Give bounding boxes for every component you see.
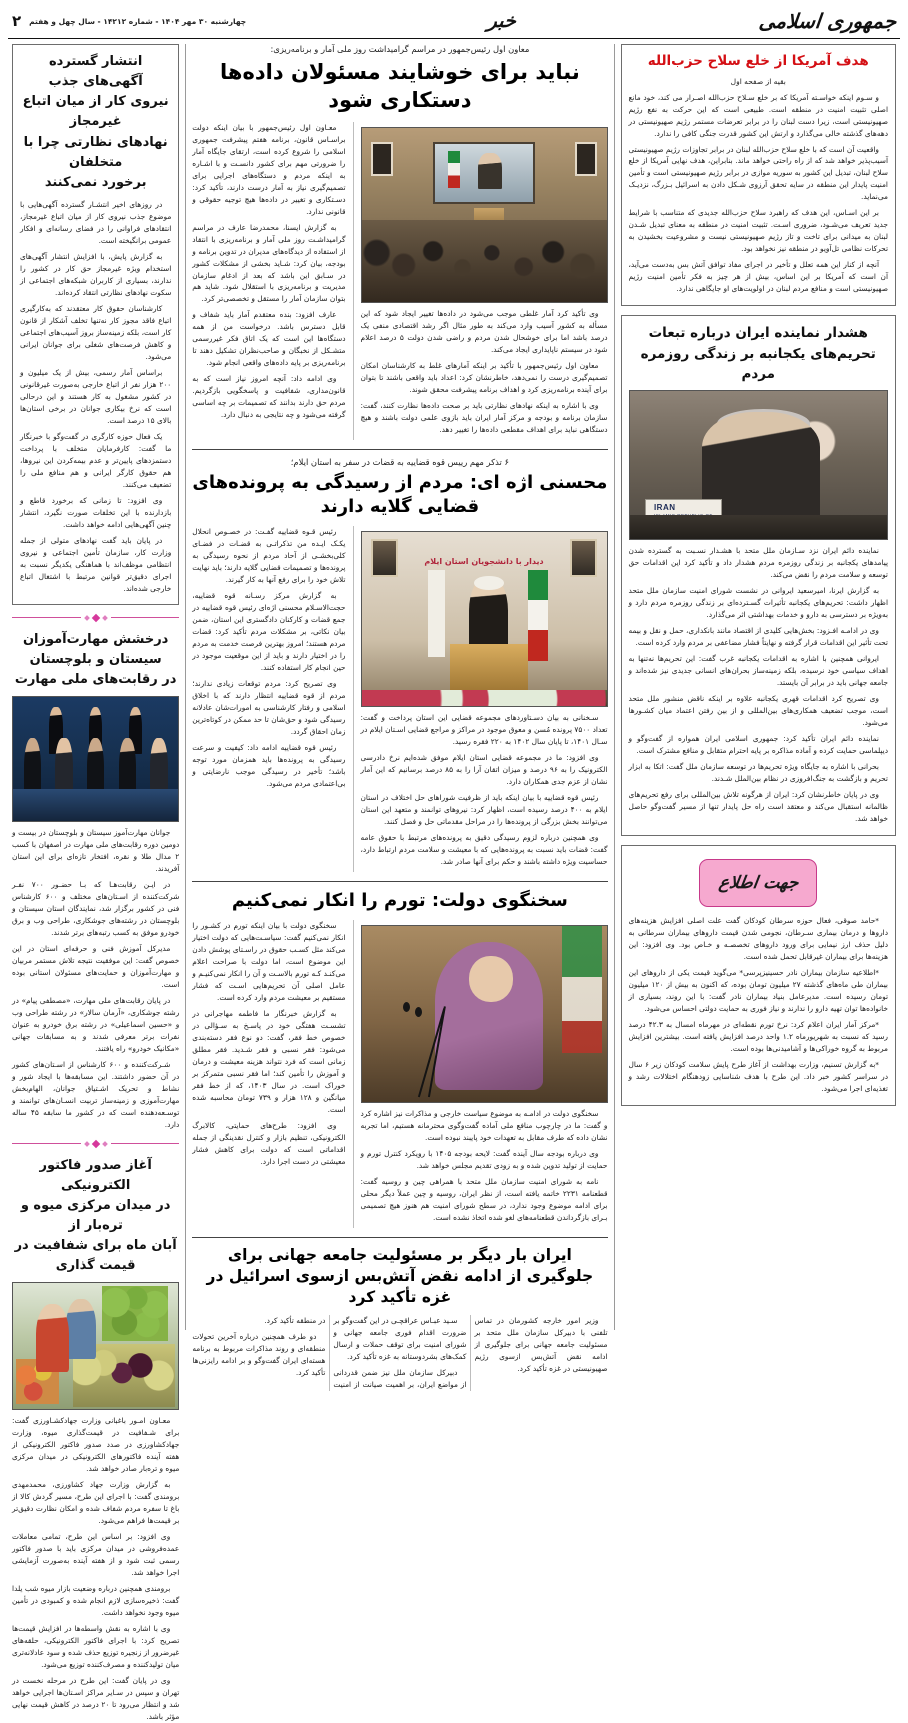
article-divider: [192, 1237, 607, 1238]
article-headline: هدف آمریکا از خلع سلاح حزب‌الله: [647, 53, 869, 69]
leader-portrait-left-icon: [371, 142, 393, 177]
dateline: چهارشنبه ۳۰ مهر ۱۴۰۴ - شماره ۱۴۲۱۲ - سال چهل و هفتم: [29, 16, 247, 26]
article-divider: [192, 881, 607, 882]
article-body-left: [361, 308, 608, 436]
paragraph: وی افزود: طرح‌های حمایتی، کالابرگ الکترونیکی، تنظیم بازار و کنترل نقدینگی از جمله اقداماتی است که دولت برای کاهش فشار معیشتی در دست اجرا دارد.: [192, 1120, 346, 1166]
paragraph: سخنگوی دولت با بیان اینکه تورم در کشـور را انکار نمی‌کنیم گفت: سیاسـت‌هایی که دولت اختیار می‌کند مثل کسـب حقوق در راسـتای پوشش دادن این موضوع است، اما دولت با صراحت اعلام می‌کنـد کـه تورم بالاسـت و آن را انکار نمی‌کنیـم و عامل اصلی آن تحریم‌هایی اسـت که فشار مستقیم بر معیشت مردم وارد کرده است.: [192, 921, 346, 1003]
article-divider: [192, 449, 607, 450]
paragraph: در پایان باید گفت نهادهای متولی از جمله وزارت کار، سازمان تأمین اجتماعی و نیروی انتظامی موظف‌اند با هماهنگی یکدیگر نسبت به اجرای دقیق‌تر قوانین مرتبط با اشتغال اتباع خارجی شده‌اند.: [20, 535, 172, 593]
paragraph: نامه به شورای امنیت سازمان ملل متحد با همراهی چین و روسیه گفت: قطعنامه ۲۲۳۱ خاتمه یافته است، از نظر ایران، روسیه و چین عملاً دیگر محلی برای ادامه موضوع وجود ندارد، در سطح شورای امنیت هم هنوز هیچ تصمیمی بـرای بازگرداندن قطعنامه‌های لغو شده اتخاذ نشده است.: [360, 1177, 608, 1223]
middle-column: [185, 44, 614, 1389]
iran-un-envoy-photo: [629, 390, 889, 540]
article-electronic-invoice: [12, 1156, 179, 1723]
masthead-rule: [8, 38, 900, 39]
paragraph: به گزارش وزارت جهاد کشاورزی، محمدمهدی برومندی گفت: با اجرای این طرح، مسیر گردش کالا از باغ تا سفره مردم شفاف شده و امکان نظارت دقیق‌تر بر قیمت‌ها فراهم می‌شود.: [12, 1480, 180, 1526]
paragraph: یک فعال حوزه کارگری در گفت‌وگو با خبرنگار ما گفت: کارفرمایان متخلف با پرداخت دستمزدهای پایین‌تر و عدم بیمه‌کردن این نیروها، هم حقوق کارگر ایرانی و هم منافع ملی را تضعیف می‌کنند.: [20, 431, 172, 489]
paragraph: وی ادامه داد: آنچه امروز نیاز است که به قانون‌مداری، شفافیت و پاسخگویی بازگردیم. مردم حق دارند بدانند که تصمیمات بر چه اساسی گرفته می‌شود و چه نتایجی به دنبال دارد.: [192, 374, 346, 420]
iran-flag-icon: [562, 926, 601, 1053]
audience-crowd: [362, 220, 607, 302]
fruit-market-photo: [12, 1282, 179, 1410]
article-headline: هشدار نماینده ایران درباره تبعات تحریم‌های یکجانبه بر زندگی روزمره مردم: [640, 325, 876, 382]
article-sanctions-warning: [621, 315, 897, 835]
article-right-part: [192, 920, 353, 1228]
article-body-right: [192, 920, 345, 1168]
paragraph: وی افزود: بر اساس این طرح، تمامی معاملات عمده‌فروشی در میدان مرکزی باید با صدور فاکتور رسمی ثبت شود و از هفته آینده به‌صورت آزمایشی اجرا خواهد شد.: [12, 1532, 180, 1578]
paragraph: وی افزود: تا زمانی که برخورد قاطع و بازدارنده با این تخلفات صورت نگیرد، انتشار چنین آگهی‌هایی ادامه خواهد داشت.: [20, 495, 172, 529]
jahat-etela-items: [629, 915, 889, 1095]
photo-desk: [630, 515, 888, 539]
organization-flag-icon: [428, 570, 445, 657]
article-right-part: [192, 526, 353, 872]
paragraph: سـخنانی به بیان دسـتاوردهای مجموعه قضایی این استان پرداخت و گفت: تعداد ۷۵۰۰ پرونده مُسن و معوق موجود در مراکز و مراجع قضایی اسـتان ایلام در سـال ۱۴۰۱، تا پایان سال ۱۴۰۲ به ۲۲۰ فقره رسید.: [360, 713, 608, 747]
shopper-figure: [66, 1299, 96, 1359]
divider-line: [111, 617, 180, 618]
headline-line: برخورد نمی‌کنند: [44, 174, 147, 190]
paragraph: به گزارش پایش، با افزایش انتشار آگهی‌های استخدام ویژه غیرمجاز حق کار در کشور را ندارند، بسیاری از کاربران شبکه‌های اجتماعی از سکوت نهادهای نظارتی انتقاد کرده‌اند.: [20, 251, 172, 297]
paragraph: وی تصریح کرد اقدامات قهری یکجانبه علاوه بر اینکه ناقض منشور ملل متحد است، موجب تضعیف همکاری‌های بین‌المللی و از بین رفتن اعتماد میان کشـورها می‌شود.: [628, 693, 888, 727]
divider-line: [12, 617, 81, 618]
iran-nameplate: IRAN: [645, 499, 722, 523]
divider-line: [12, 1143, 81, 1144]
paragraph: عارف افزود: بنده معتقدم آمار باید شفاف و قابل دسترس باشد. درخواست من از همه دستگاه‌ها این است که یک اتاق فکر غیررسمی متشـکل از نخبگان و صاحب‌نظران تشکیل دهند تا برنامه‌ریزی بر پایه داده‌های واقعی انجام شود.: [192, 310, 346, 368]
article-left-part: [361, 526, 608, 872]
headline-line: نهادهای نظارتی چرا با متخلفان: [23, 134, 168, 170]
section-jahat-etela: [621, 845, 897, 1106]
article-body: [629, 92, 889, 296]
list-item: *اطلاعیه سازمان بیماران نادر حسینیزپرسی* می‌گوید قیمت یکی از داروهای این بیماران طی ماه‌های گذشته ۲۷ میلیون تومان بوده، که اکنون به بیش از ۱۲۰ میلیون تومان رسیده است. مدیرعامل بنیاد بیماران نادر گفت: با این روند، بسیاری از خانواده‌ها توان تهیه دارو را ندارند و نیاز فوری به حمایت دولتی احساس می‌شود.: [628, 967, 888, 1013]
article-body: [192, 1315, 607, 1391]
divider-diamond-icon: [91, 1139, 99, 1147]
article-gaza-ceasefire: [192, 1245, 607, 1391]
paragraph: وی با اشاره به اینکه نهادهای نظارتی باید بر صحت داده‌ها نظارت کنند، گفت: سازمان برنامه و بودجه و مرکز آمار ایران باید بازوی علمی دولت باشند و هیچ دستگاهی نباید برای اهداف مقطعی داده‌ها را تغییر دهد.: [360, 400, 608, 434]
article-headline: نباید برای خوشایند مسئولان داده‌ها دستکاری شود: [220, 60, 580, 113]
paragraph: واقعیت آن است که با خلع سلاح حزب‌الله لبنان در برابر تجاوزات رژیم صهیونیستی آسیب‌پذیر خواهد شد که از راه راحتی خواهد ماند. بنابراین، هدف نهایی آمریکا از خلع سلاح لبنان، تبدیل این کشور به سوریه موازی در برابر رژیم صهیونیستی است و تأمین امنیت پایدار این منطقه در سایه تحقق آرزوی شـکل دادن به اسرائیل بـزرگ، نزدیـک می‌نماید.: [628, 144, 888, 202]
paragraph: برومندی همچنین درباره وضعیت بازار میوه شب یلدا گفت: ذخیره‌سازی لازم انجام شده و کمبودی در تأمین میوه وجود نخواهد داشت.: [12, 1584, 180, 1618]
paragraph: وی در پایان خاطرنشان کرد: ایران از هرگونه تلاش بین‌المللی برای رفع تحریم‌های ظالمانه استقبال می‌کند و معتقد است راه حل پایدار تنها از مسیر گفت‌وگو حاصل خواهد شد.: [628, 789, 888, 823]
paragraph: در روزهای اخیر انتشـار گسترده آگهی‌هایی با موضوع جذب نیروی کار از میان اتباع غیرمجاز، انتقادهای فراوانی را در فضای رسانه‌ای و افکار عمومی برانگیخته است.: [20, 199, 172, 245]
article-body-right: [192, 122, 345, 422]
paragraph: به گزارش مرکز رسـانه قوه قضاییه، حجت‌الاسـلام محسنی اژه‌ای رئیس قوه قضاییه در جمع قضات و کارکنان دادگستری این استان، ضمن بیان نکاتی، بر مشکلات مردم تأکید کرد: قضات مردم هستند؛ امروز بهترین فرصت خدمت به مردم را در اختیار دارند و باید از این موقعیت موجود در حین انجام کار استفاده کنند.: [192, 591, 346, 672]
article-body-right: [192, 526, 345, 790]
paragraph: به گزارش ایسنا، محمدرضا عارف در مراسم گرامیداشـت روز ملی آمار و برنامه‌ریزی با انتقاد از استفاده از دیدگاه‌های مدیران در تدوین برنامه و بودجه، بیان کرد: شـاید بخشی از مشکلات کشور در سـابق این باشد که بعد از ادغام سازمان مدیریت و برنامه‌ریزی با استقلال شود. شاید هم بتوان سازمان آمار را مستقل و تخصصی‌تر کرد.: [192, 222, 346, 304]
headline-line: سیستان و بلوچستان: [29, 651, 162, 667]
paragraph: سخنگوی دولت در ادامـه به موضوع سیاست خارجی و مذاکرات نیز اشاره کرد و گفت: ما در چارچوب منافع ملی آماده گفت‌وگوی محترمانه هستیم، اما تجربه نشان داده که طرف مقابل به تعهدات خود پایبند نبوده است.: [360, 1109, 608, 1143]
article-headline: سخنگوی دولت: تورم را انکار نمی‌کنیم: [231, 889, 568, 911]
paragraph: کارشناسان حقوق کار معتقدند که به‌کارگیری اتباع فاقد مجوز کار نه‌تنها تخلف آشکار از قانون کار است، بلکه زمینه‌ساز بروز آسیب‌های اجتماعی و کاهش فرصت‌های شغلی برای جوانان ایرانی می‌شود.: [20, 303, 172, 361]
divider-line: [111, 1143, 180, 1144]
paragraph: شـرکت‌کننده و ۶۰۰ کارشناس از اسـتان‌های کشور در آن حضور داشتند. این مسابقه‌ها با ایجاد شور و نشاط و تحریک اشـتیاق جوانان، الهام‌بخش مهارت‌آموزی و زمینه‌ساز تربیت انسـان‌های توانمند و توسـعه‌دهنده است که در کشور ما سابقه ۴۵ ساله دارد.: [12, 1059, 180, 1129]
paragraph: به گزارش ایرنا، امیرسعید ایروانی در نشست شورای امنیت سازمان ملل متحد اظهار داشت: تحریم‌های یکجانبه تأثیرات گسـترده‌ای بر زندگی روزمره مردم دارد و به‌ویژه بر دسترسی به دارو و خدمات بهداشتی اثر می‌گذارد.: [628, 586, 888, 619]
paragraph: نماینده دائم ایران نزد سـازمان ملل متحد با هشـدار نسـبت به گسترده شدن پیامدهای یکجانبه بر زندگی روزمره مردم هشدار داد و تأکید کرد این اقدامات حق توسعه و سلامت مردم را نقض می‌کند.: [628, 546, 888, 580]
paragraph: معـاون امـور باغبانی وزارت جهادکشـاورزی گفت: برای شـفافیت در قیمت‌گذاری میوه، وزارت جهادکشاورزی در صدد صدور فاکتور الکترونیکی از هفته آینده فاکتورهای الکترونیکی در میدان مرکزی میوه و تره‌بار صادر خواهد شد.: [12, 1416, 180, 1474]
list-item: *مرکز آمار ایران اعلام کرد: نرخ تورم نقطه‌ای در مهرماه امسال به ۴۲.۳ درصد رسید که نسبت به شهریورماه ۱.۲ واحد درصد افزایش یافته است. بیشترین افزایش مربوط به گروه خوراکی‌ها و آشامیدنی‌ها بوده است.: [628, 1019, 888, 1053]
paragraph: وی تأکید کرد آمار غلطی موجب می‌شود در داده‌ها تغییر ایجاد شود که این مسأله به کشور آسیب وارد می‌کند به طور مثال اگر رشد اقتصادی منفی یک درصد باشد اما برای خوشحال شدن مردم و راضی شدن دولت ۵ درصد اعلام شود در سیستم ناپایداری ایجاد می‌کند.: [360, 308, 608, 354]
article-judiciary-chief: [192, 457, 607, 872]
headline-line: آغاز صدور فاکتور الکترونیکی: [39, 1157, 152, 1193]
article-hezbollah-disarmament: [621, 44, 897, 306]
khomeini-portrait-icon: [570, 539, 597, 577]
paragraph: در ایـن رقابت‌هـا که بـا حضـور ۷۰۰ نفـر شرکت‌کننده از اسـتان‌های مختلف و ۶۰۰ کارشناس فنی در کشور برگزار شد، نمایندگان استان سیستان و بلوچستان در رشته‌های جوشکاری، طراحی وب و برق خودرو موفق به کسب رتبه‌های برتر شدند.: [12, 879, 180, 937]
article-kicker: ۶ تذکر مهم رییس قوه قضاییه به قضات در سفر به استان ایلام؛: [290, 456, 509, 467]
paragraph: وی درباره بودجه سال آینده گفت: لایحه بودجه ۱۴۰۵ با رویکرد کنترل تورم و حمایت از تولید تدوین شده و به زودی تقدیم مجلس خواهد شد.: [360, 1149, 608, 1171]
masthead-right: [12, 12, 246, 30]
page-number: ۲: [12, 12, 22, 30]
microphone-head-icon: [415, 1007, 422, 1017]
section-title: خبر: [486, 10, 518, 32]
article-left-part: [361, 122, 608, 440]
article-layout: [192, 526, 607, 872]
article-subhead: بقیه از صفحه اول: [730, 76, 786, 86]
event-banner-text: دیدار با دانشجویان استان ایلام: [424, 557, 544, 567]
decorative-divider: [12, 1141, 179, 1147]
headline-line: در میدان مرکزی میوه و تره‌بار از: [20, 1197, 171, 1233]
paragraph: ایروانی همچنین با اشاره به اقدامات یکجانبه غرب گفت: این تحریم‌ها نه‌تنها به اهداف سیاسی خود نرسیده، بلکه زمینه‌ساز بحران‌های انسانی جدیدی نیز شده‌اند و جامعه جهانی باید در برابر آن بایستد.: [628, 653, 888, 687]
paragraph: وی تصریح کرد: مردم توقعات زیادی ندارند؛ مردم از قوه قضاییه انتظار دارند که با اخلاق اسلامی و رفتار کارشناسی به امورات‌شان عادلانه رسیدگی شود و حق‌شان تا حد ممکن در کوتاه‌ترین زمان احقاق گردد.: [192, 678, 346, 736]
article-government-spokesperson: [192, 889, 607, 1228]
paragraph: وی در ادامـه افـزود: بخش‌هایی کلیدی از اقتصاد مانند بانکداری، حمل و نقل و بیمه تحت تأثیر این اقدامات قرار گرفته و نهایتاً فشار مضاعفی بر مردم وارد کرده است.: [628, 625, 888, 647]
article-kicker: معاون اول رئیس‌جمهور در مراسم گرامیداشت روز ملی آمار و برنامه‌ریزی:: [270, 44, 530, 54]
article-body-left: [361, 1108, 608, 1224]
column-container: [8, 44, 900, 1722]
produce-cabbage: [102, 1286, 168, 1341]
divider-diamond-icon: [91, 613, 99, 621]
paragraph: وی همچنین درباره لزوم رسیدگی دقیق به پرونده‌های مرتبط با حقوق عامه گفت: قضات باید نسبت به پرونده‌هایی که با معیشت و سلامت مردم ارتباط دارد، حساسیت ویژه داشته باشند و حکم برای آنها صادر شد.: [360, 832, 608, 866]
article-headline: ایران بار دیگر بر مسئولیت جامعه جهانی برای جلوگیری از ادامه نقض آتش‌بس ازسوی اسرائیل در غزه تأکید کرد: [206, 1246, 594, 1306]
paragraph: وی در پایان گفت: این طرح در مرحله نخست در تهران و سپس در سـایر مراکز اسـتان‌ها اجرایی خواهد شد و انتظار می‌رود تا ۲۰ درصد در کاهش قیمت نهایی مؤثر باشد.: [12, 1676, 180, 1722]
paragraph: جوانان مهارت‌آموز سیستان و بلوچستان در بیست و دومین دوره رقابت‌های ملی مهارت در اصفهان با کسب ۲ مدال طلا و نقره، افتخار تازه‌ای برای این استان آفریدند.: [12, 827, 180, 873]
article-statistics-day: [192, 44, 607, 440]
list-item: *به گزارش تسنیم، وزارت بهداشت از آغاز طرح پایش سلامت کودکان زیر ۶ سال در سراسر کشور خبر داد. این طرح با هدف شناسایی زودهنگام اختلالات رشد و تغذیه‌ای اجرا می‌شود.: [628, 1059, 888, 1093]
rostrum: [450, 644, 528, 696]
article-headline: [20, 52, 171, 193]
divider-diamond-icon: [102, 615, 108, 621]
paragraph: بر این اسـاس، این هدف که راهبرد سلاح حزب‌الله جدیدی که متناسب با شرایط جدید تعریف می‌شـود، ضروری اسـت. تثبیت امنیت در منطقه به معنای تبدیل شـدن لبنان به میدانی برای تاخت و تاز رژیم صهیونیستی نیست و مشروعیت بخشیدن به تحرکات نظامی تل‌آویو در منطقه نیز نخواهد بود.: [628, 208, 888, 254]
article-body: [20, 199, 171, 595]
paragraph: وی با اشاره به نقش واسطه‌ها در افزایش قیمت‌ها تصریح کرد: با اجرای فاکتور الکترونیکی، حلقه‌های غیرضرور از زنجیره توزیع حذف شده و سود عادلانه‌تری میان تولیدکننده و مصرف‌کننده توزیع می‌شود.: [12, 1624, 180, 1670]
article-body: [629, 545, 889, 825]
article-left-part: [361, 920, 608, 1228]
paragraph: مدیرکل آموزش فنی و حرفه‌ای استان در این خصوص گفت: این موفقیت نتیجه تلاش مستمر مربیان و مهارت‌آموزان و حمایت‌های مسئولان استانی بوده است.: [12, 943, 180, 989]
paragraph: رئیس قوه قضاییه با بیان اینکه باید از ظرفیت شوراهای حل اختلاف در استان ایلام به ۴۰۰ درصد رسیده است، اظهار کرد: نیروهای توانمند و متعهد این استان می‌توانند بخش بزرگی از پرونده‌ها را در مراحل مقدماتی حل و فصل کنند.: [360, 793, 608, 826]
microphone-head-icon: [403, 1002, 410, 1012]
subject-face: [469, 956, 513, 1002]
leader-portrait-right-icon: [575, 142, 597, 177]
government-spokeswoman-photo: [361, 925, 608, 1103]
khamenei-portrait-icon: [371, 539, 398, 577]
awards-ceremony-photo: [12, 696, 179, 822]
headline-line: آبان ماه برای شفافیت در قیمت گذاری: [14, 1238, 177, 1274]
shopper-figure: [36, 1304, 69, 1372]
conference-hall-photo: [361, 127, 608, 303]
paragraph: نماینده دائم ایران تأکید کرد: جمهوری اسلامی ایران همواره از گفت‌وگو و دیپلماسی حمایت کرده و آماده مذاکره بر پایه احترام متقابل و منافع مشترک است.: [628, 733, 888, 755]
paragraph: دو طرف همچنین درباره آخرین تحولات منطقه‌ای و روند مذاکرات مربوط به برنامه هسته‌ای ایران گفت‌وگو و بر ادامه رایزنی‌ها تأکید کرد.: [192, 1331, 326, 1377]
paragraph: آنچه از کنار این همه تعلل و تأخیر در اجرای مفاد توافق آتش بس به‌دست می‌آید، آن است که آمریکا بر این اساس، بیش از هر چیز به فکر تأمین امنیت رژیم صهیونیستی است و منافع مردم لبنان در اولویت‌های او جایگاهی ندارد.: [628, 260, 888, 294]
article-body: [12, 1415, 179, 1723]
jahat-etela-badge: [699, 859, 817, 907]
headline-line: نیروی کار از میان اتباع غیرمجاز: [22, 94, 169, 130]
turban-icon: [474, 576, 503, 590]
masthead: [8, 6, 900, 36]
article-layout: [192, 122, 607, 440]
photo-stage: [13, 789, 178, 821]
article-headline: [12, 630, 179, 690]
list-item: *حامد صوقی، فعال حوزه سرطان کودکان گفت علت اصلی افزایش هزینه‌های داروها و درمان بیماری سـرطان، نجومی شدن قیمت داروهای بیماران سرطانی به دلیل حذف ارز نیمایی برای ورود داروهای تخصصـه و خـاص بود. وی افزود: این هزینه‌ها برای بیماران غیرقابل تحمل شده است.: [628, 915, 888, 961]
decorative-divider: [12, 615, 179, 621]
speaker-on-screen: [478, 153, 502, 189]
article-layout: [192, 920, 607, 1228]
iran-flag-icon: [528, 570, 548, 660]
iran-flag-icon: [448, 151, 460, 189]
paragraph: بحرانی با اشاره به جایگاه ویژه تحریم‌ها در توسعه سازمان ملل گفت: اتکا به ابزار تحریم و بازگشت به جنگ‌افروزی در نظام بین‌الملل شـدند.: [628, 761, 888, 783]
headline-line: انتشار گسترده آگهی‌های جذب: [48, 54, 143, 90]
paragraph: رئیس قوه قضاییه ادامه داد: کیفیت و سرعت رسیدگی به پرونده‌ها باید همزمان مورد توجه باشد؛ تأخیر در رسیدگی موجب نارضایتی و بی‌اعتمادی مردم می‌شود.: [192, 742, 346, 788]
article-body-left: [361, 712, 608, 868]
paragraph: و سـوم اینکه خواسـته آمریکا که بر خلع سـلاح حزب‌الله اصـرار می کند، خود مانع اصلی تثبیت امنیت در منطقه است. طبیعی است که این حرکت به نفع رژیم صهیونیستی است، زیرا دست لبنان را در برابر تعرضات مستمر رژیم صهیونیستی در دهه‌های گذشته خالی می‌گذارد و ارتش این کشور قدرت جنگی کافی را ندارد.: [628, 92, 888, 138]
paragraph: معـاون اول رئیس‌جمهور با بیان اینکه دولت براسـاس قانون، برنامه هفتم پیشرفت جمهوری اسلامی را شروع کرده است، ارتقای جایگاه آمار را ضرورتی مهم برای کشور دانسـت و با اشـاره به اینکه مردم و دستگاه‌های اجرایی برای تصمیم‌گیری نیاز به آمار درست دارند، تأکید کرد: دسـتکاری و تغییر در داده‌ها هیچ توجیه حقوقی و قانونی ندارد.: [192, 122, 346, 216]
divider-diamond-icon: [102, 1141, 108, 1147]
paragraph: وزیر امور خارجه کشورمان در تماس تلفنی با دبیرکل سازمان ملل متحد بر مسئولیت جامعه جهانی برای جلوگیری از ادامه نقض آتش‌بس ازسوی رژیم صهیونیستی در غزه تأکید کرد.: [474, 1315, 608, 1373]
jahat-etela-label: جهت اطلاع: [717, 872, 800, 893]
newspaper-logo: جمهوری اسلامی: [757, 9, 898, 33]
cleric-podium-photo: [361, 531, 608, 707]
right-column: [615, 44, 901, 1330]
headline-line: در رقابت‌های ملی مهارت: [14, 671, 177, 687]
paragraph: سـید عبـاس عراقچـی در این گفت‌وگو بر ضرورت اقدام فوری جامعه جهانی و شورای امنیت برای توقف حملات و ارسال کمک‌های بشردوستانه به غزه تأکید کرد.: [333, 1315, 467, 1361]
article-body: [12, 827, 179, 1131]
paragraph: به گزارش خبرنگار ما فاطمه مهاجرانی در تشسـت هفتگی خود در پاسـخ به سـؤالی در خصوص خط فقر، گفت: دو نوع فقر دسته‌بندی می‌شود: فقر نسبی و فقر شـدید. فقر مطلق زمانی است که فرد نتواند هزینه معیشت و درمان و آموزش را تأمین کند؛ اما فقر نسبی متمرکز بر خوراک است. در سال ۱۴۰۳، که از خط فقر میانگین و ۱۲۸ هزار و ۷۳۹ تومان محاسبه شده است.: [192, 1009, 346, 1114]
paragraph: در پایان رقابت‌های ملی مهارت، «مصطفی پیام» در رشته جوشکاری، «آرمان سالار» در رشته طراحی وب و «حسین اسماعیلی» در رشته برق خودرو به عنوان نفرات برتر معرفی شدند و به مسابقات جهانی «مکانیک خودرو» راه یافتند.: [12, 995, 180, 1053]
paragraph: وی افزود: ما در مجموعه قضایی استان ایلام موفق شده‌ایم نرخ دادرسی الکترونیک را به ۹۶ درصد و میزان اتقان آرا را به ۸۵ درصد برسانیم که این آمار نشان از عزم جدی همکاران دارد.: [360, 753, 608, 787]
projection-screen: [433, 142, 536, 205]
paragraph: براساس آمار رسمی، بیش از یک میلیون و ۲۰۰ هزار نفر از اتباع خارجی به‌صورت غیرقانونی در کشور مشغول به کار هستند و این درحالی است که نرخ بیکاری جوانان در برخی استان‌ها بالای ۱۵ درصد است.: [20, 367, 172, 425]
divider-diamond-icon: [84, 1141, 90, 1147]
left-column: [8, 44, 185, 1722]
article-headline: [12, 1156, 179, 1277]
flower-arrangement: [362, 690, 607, 706]
headline-line: درخشش مهارت‌آموزان: [22, 631, 169, 647]
article-illegal-worker-ads: [12, 44, 179, 605]
paragraph: رئیس قـوه قضاییه گفـت: در خصـوص انحلال یکـک ایـده من تذکراتـی به قضـات در فضـای کلی‌بخشـی از آحاد مردم از نحوه رسیدگی به پرونده‌ها و تصمیمات قضایی گلایه دارند؛ باید نهایت تلاش خود را برای رفع آنها به کار گیرند.: [192, 527, 346, 585]
article-headline: محسنی اژه ای: مردم از رسیدگی به پرونده‌های قضایی گلایه دارند: [192, 471, 608, 517]
paragraph: معاون اول رئیس‌جمهور با تأکید بر اینکه آمارهای غلط به کارشناسان امکان تصمیم‌گیری درست را نمی‌دهد، خاطرنشان کرد: اعداد باید واقعی باشند تا بتوان برای آینده برنامه‌ریزی کرد و اهداف برنامه پیشرفت محقق شوند.: [360, 360, 608, 394]
article-right-part: [192, 122, 353, 440]
article-skills-competition: [12, 630, 179, 1131]
paragraph: دبیرکل سازمان ملل نیز ضمن قدردانی از مواضع ایران، بر اهمیت صیانت از امنیت در منطقه تأکید کرد.: [264, 1315, 467, 1389]
divider-diamond-icon: [84, 615, 90, 621]
